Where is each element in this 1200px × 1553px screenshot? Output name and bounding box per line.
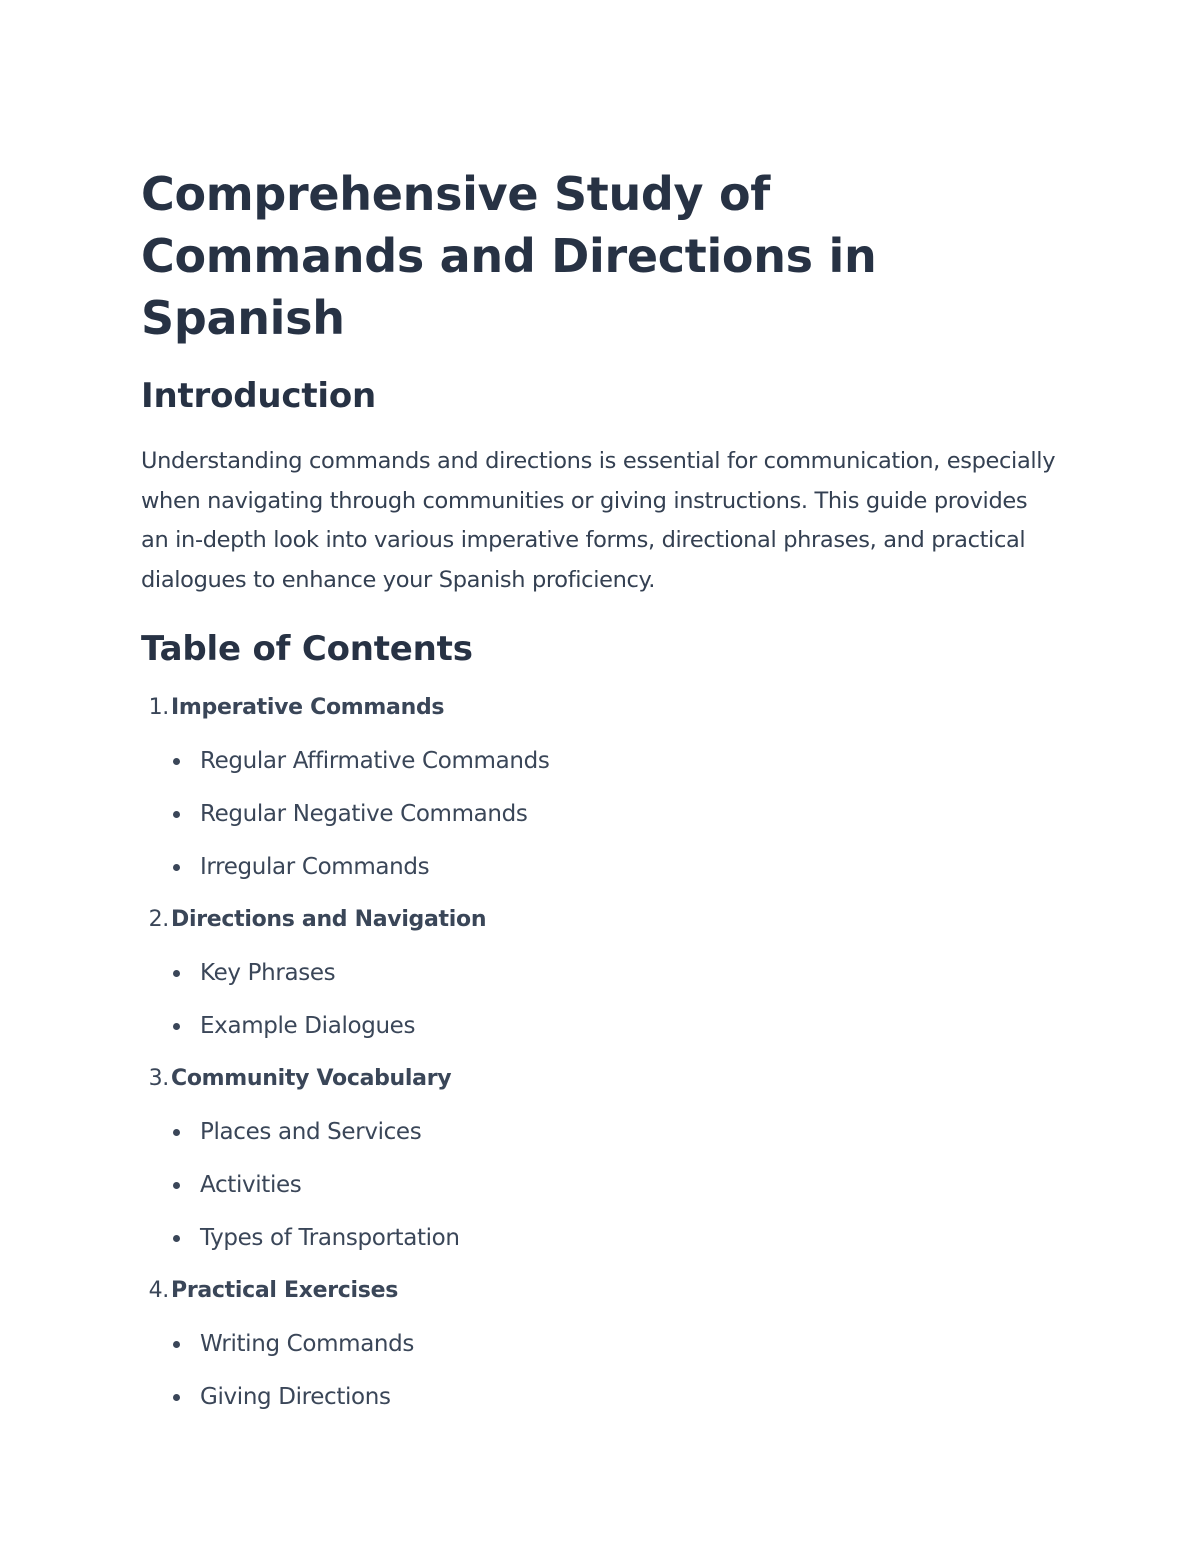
toc-subsection-list bbox=[141, 958, 1061, 1064]
toc-section bbox=[141, 1276, 1061, 1435]
toc-section-label: Practical Exercises bbox=[171, 1278, 398, 1304]
toc-subsection-item bbox=[141, 1382, 1061, 1435]
toc-section-label: Imperative Commands bbox=[171, 695, 445, 721]
toc-subsection-item bbox=[141, 852, 1061, 905]
toc-subsection-label: Giving Directions bbox=[200, 1384, 391, 1411]
toc-subsection-item bbox=[141, 1170, 1061, 1223]
toc-subsection-item bbox=[141, 1011, 1061, 1064]
toc-section bbox=[141, 693, 1061, 905]
toc-subsection-label: Example Dialogues bbox=[200, 1013, 416, 1040]
toc-subsection-list bbox=[141, 746, 1061, 905]
toc-subsection-label: Activities bbox=[200, 1172, 302, 1199]
toc-section-number: 4. bbox=[148, 1278, 169, 1304]
bullet-icon bbox=[173, 1235, 180, 1242]
bullet-icon bbox=[173, 811, 180, 818]
toc-subsection-item bbox=[141, 799, 1061, 852]
toc-section bbox=[141, 905, 1061, 1064]
toc-subsection-item bbox=[141, 746, 1061, 799]
toc-subsection-item bbox=[141, 1329, 1061, 1382]
introduction-text: Understanding commands and directions is essential for communication, especially when navigating through communities or giving instructions. This guide provides an in-depth look into various imperative forms, directional phrases, and practical dialogues to enhance your Spanish proficiency. bbox=[141, 448, 1056, 593]
bullet-icon bbox=[173, 758, 180, 765]
toc-section-title bbox=[141, 693, 1061, 746]
toc-section-number: 3. bbox=[148, 1066, 169, 1092]
toc-section-number: 2. bbox=[148, 907, 169, 933]
toc-subsection-item bbox=[141, 1117, 1061, 1170]
toc-section-number: 1. bbox=[148, 695, 169, 721]
page-title: Comprehensive Study of Commands and Directions in Spanish bbox=[141, 167, 877, 345]
bullet-icon bbox=[173, 1394, 180, 1401]
introduction-heading: Introduction bbox=[141, 376, 377, 416]
toc-section-title bbox=[141, 1276, 1061, 1329]
document-page bbox=[141, 163, 1061, 1435]
table-of-contents bbox=[141, 693, 1061, 1435]
bullet-icon bbox=[173, 1341, 180, 1348]
toc-subsection-list bbox=[141, 1329, 1061, 1435]
toc-section-title bbox=[141, 1064, 1061, 1117]
toc-section-title bbox=[141, 905, 1061, 958]
toc-subsection-label: Writing Commands bbox=[200, 1331, 415, 1358]
toc-subsection-label: Regular Negative Commands bbox=[200, 801, 528, 828]
toc-subsection-label: Irregular Commands bbox=[200, 854, 430, 881]
bullet-icon bbox=[173, 1182, 180, 1189]
toc-subsection-label: Regular Affirmative Commands bbox=[200, 748, 550, 775]
bullet-icon bbox=[173, 1023, 180, 1030]
toc-section-label: Directions and Navigation bbox=[171, 907, 487, 933]
bullet-icon bbox=[173, 1129, 180, 1136]
toc-section-label: Community Vocabulary bbox=[171, 1066, 452, 1092]
toc-subsection-item bbox=[141, 1223, 1061, 1276]
toc-subsection-label: Types of Transportation bbox=[200, 1225, 460, 1252]
toc-subsection-label: Key Phrases bbox=[200, 960, 336, 987]
bullet-icon bbox=[173, 970, 180, 977]
toc-subsection-item bbox=[141, 958, 1061, 1011]
bullet-icon bbox=[173, 864, 180, 871]
toc-section bbox=[141, 1064, 1061, 1276]
toc-heading: Table of Contents bbox=[141, 629, 473, 670]
toc-subsection-list bbox=[141, 1117, 1061, 1276]
toc-subsection-label: Places and Services bbox=[200, 1119, 422, 1146]
